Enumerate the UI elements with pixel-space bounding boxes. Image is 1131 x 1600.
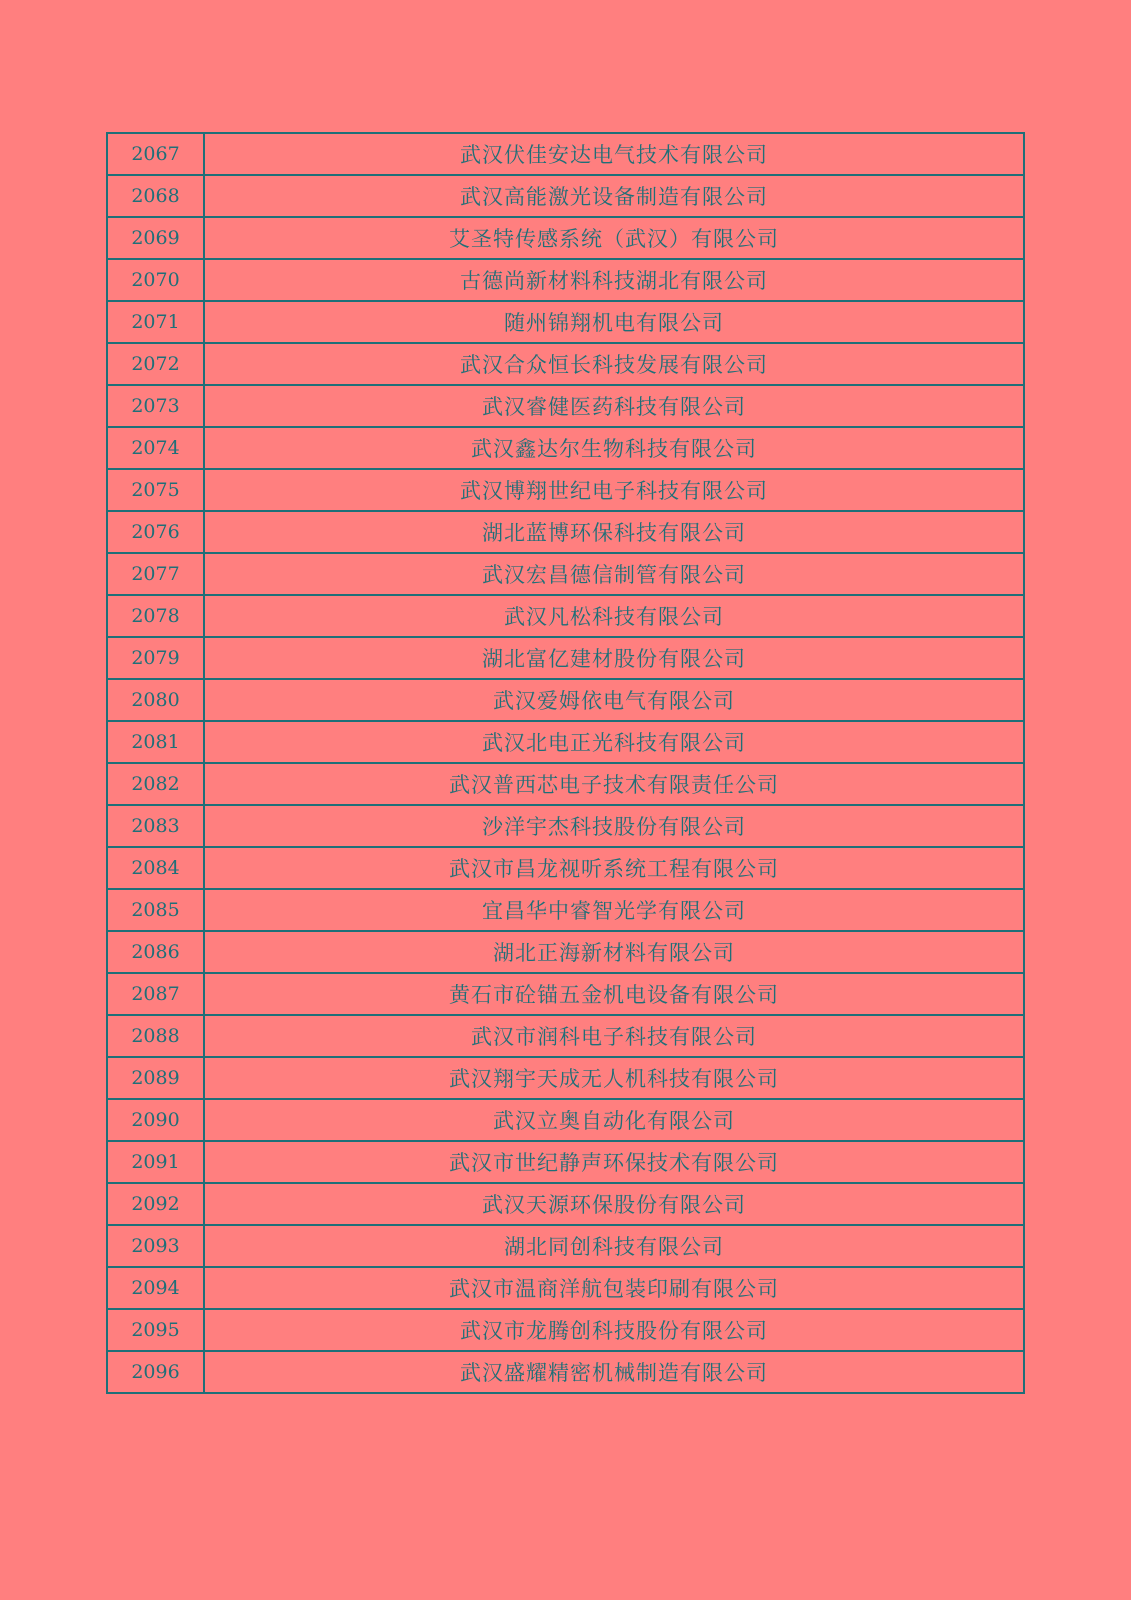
row-number-cell: 2071 bbox=[107, 301, 204, 343]
table-row bbox=[107, 343, 1024, 385]
table-row bbox=[107, 805, 1024, 847]
row-number-cell: 2068 bbox=[107, 175, 204, 217]
table-row bbox=[107, 973, 1024, 1015]
company-name-cell: 武汉市世纪静声环保技术有限公司 bbox=[204, 1141, 1024, 1183]
row-number-cell: 2094 bbox=[107, 1267, 204, 1309]
company-name-cell: 武汉博翔世纪电子科技有限公司 bbox=[204, 469, 1024, 511]
table-row bbox=[107, 1057, 1024, 1099]
company-name-cell: 武汉普西芯电子技术有限责任公司 bbox=[204, 763, 1024, 805]
row-number-cell: 2084 bbox=[107, 847, 204, 889]
row-number-cell: 2072 bbox=[107, 343, 204, 385]
row-number-cell: 2082 bbox=[107, 763, 204, 805]
company-name-cell: 湖北同创科技有限公司 bbox=[204, 1225, 1024, 1267]
table-row bbox=[107, 847, 1024, 889]
row-number-cell: 2069 bbox=[107, 217, 204, 259]
company-name-cell: 武汉市润科电子科技有限公司 bbox=[204, 1015, 1024, 1057]
table-row bbox=[107, 721, 1024, 763]
company-name-cell: 武汉凡松科技有限公司 bbox=[204, 595, 1024, 637]
table-row bbox=[107, 301, 1024, 343]
table-row bbox=[107, 1351, 1024, 1393]
row-number-cell: 2093 bbox=[107, 1225, 204, 1267]
company-name-cell: 湖北富亿建材股份有限公司 bbox=[204, 637, 1024, 679]
row-number-cell: 2079 bbox=[107, 637, 204, 679]
company-name-cell: 武汉市温商洋航包装印刷有限公司 bbox=[204, 1267, 1024, 1309]
table-row bbox=[107, 679, 1024, 721]
row-number-cell: 2074 bbox=[107, 427, 204, 469]
row-number-cell: 2080 bbox=[107, 679, 204, 721]
company-name-cell: 黄石市砼锚五金机电设备有限公司 bbox=[204, 973, 1024, 1015]
row-number-cell: 2090 bbox=[107, 1099, 204, 1141]
row-number-cell: 2083 bbox=[107, 805, 204, 847]
table-row bbox=[107, 931, 1024, 973]
table-row bbox=[107, 427, 1024, 469]
row-number-cell: 2088 bbox=[107, 1015, 204, 1057]
table-row bbox=[107, 637, 1024, 679]
company-name-cell: 武汉立奥自动化有限公司 bbox=[204, 1099, 1024, 1141]
company-name-cell: 沙洋宇杰科技股份有限公司 bbox=[204, 805, 1024, 847]
company-name-cell: 武汉伏佳安达电气技术有限公司 bbox=[204, 133, 1024, 175]
row-number-cell: 2095 bbox=[107, 1309, 204, 1351]
company-name-cell: 武汉天源环保股份有限公司 bbox=[204, 1183, 1024, 1225]
company-name-cell: 艾圣特传感系统（武汉）有限公司 bbox=[204, 217, 1024, 259]
company-list-body bbox=[107, 133, 1024, 1393]
table-row bbox=[107, 1309, 1024, 1351]
table-row bbox=[107, 1099, 1024, 1141]
table-row bbox=[107, 469, 1024, 511]
table-row bbox=[107, 1141, 1024, 1183]
table-row bbox=[107, 1225, 1024, 1267]
company-name-cell: 湖北正海新材料有限公司 bbox=[204, 931, 1024, 973]
row-number-cell: 2087 bbox=[107, 973, 204, 1015]
row-number-cell: 2089 bbox=[107, 1057, 204, 1099]
table-row bbox=[107, 1183, 1024, 1225]
company-name-cell: 武汉爱姆依电气有限公司 bbox=[204, 679, 1024, 721]
company-name-cell: 武汉合众恒长科技发展有限公司 bbox=[204, 343, 1024, 385]
row-number-cell: 2092 bbox=[107, 1183, 204, 1225]
row-number-cell: 2076 bbox=[107, 511, 204, 553]
company-name-cell: 武汉鑫达尔生物科技有限公司 bbox=[204, 427, 1024, 469]
company-name-cell: 湖北蓝博环保科技有限公司 bbox=[204, 511, 1024, 553]
row-number-cell: 2073 bbox=[107, 385, 204, 427]
row-number-cell: 2096 bbox=[107, 1351, 204, 1393]
table-row bbox=[107, 553, 1024, 595]
company-list-table-container bbox=[106, 132, 1025, 1394]
row-number-cell: 2075 bbox=[107, 469, 204, 511]
table-row bbox=[107, 385, 1024, 427]
company-name-cell: 武汉高能激光设备制造有限公司 bbox=[204, 175, 1024, 217]
row-number-cell: 2078 bbox=[107, 595, 204, 637]
company-name-cell: 武汉北电正光科技有限公司 bbox=[204, 721, 1024, 763]
row-number-cell: 2086 bbox=[107, 931, 204, 973]
table-row bbox=[107, 217, 1024, 259]
table-row bbox=[107, 133, 1024, 175]
company-name-cell: 武汉盛耀精密机械制造有限公司 bbox=[204, 1351, 1024, 1393]
company-name-cell: 武汉宏昌德信制管有限公司 bbox=[204, 553, 1024, 595]
table-row bbox=[107, 763, 1024, 805]
table-row bbox=[107, 511, 1024, 553]
row-number-cell: 2091 bbox=[107, 1141, 204, 1183]
table-row bbox=[107, 595, 1024, 637]
row-number-cell: 2067 bbox=[107, 133, 204, 175]
company-name-cell: 武汉睿健医药科技有限公司 bbox=[204, 385, 1024, 427]
company-name-cell: 武汉市昌龙视听系统工程有限公司 bbox=[204, 847, 1024, 889]
table-row bbox=[107, 259, 1024, 301]
company-name-cell: 随州锦翔机电有限公司 bbox=[204, 301, 1024, 343]
row-number-cell: 2077 bbox=[107, 553, 204, 595]
row-number-cell: 2081 bbox=[107, 721, 204, 763]
company-name-cell: 武汉市龙腾创科技股份有限公司 bbox=[204, 1309, 1024, 1351]
row-number-cell: 2085 bbox=[107, 889, 204, 931]
table-row bbox=[107, 1267, 1024, 1309]
company-list-table bbox=[106, 132, 1025, 1394]
table-row bbox=[107, 889, 1024, 931]
company-name-cell: 武汉翔宇天成无人机科技有限公司 bbox=[204, 1057, 1024, 1099]
company-name-cell: 古德尚新材料科技湖北有限公司 bbox=[204, 259, 1024, 301]
table-row bbox=[107, 175, 1024, 217]
row-number-cell: 2070 bbox=[107, 259, 204, 301]
table-row bbox=[107, 1015, 1024, 1057]
company-name-cell: 宜昌华中睿智光学有限公司 bbox=[204, 889, 1024, 931]
